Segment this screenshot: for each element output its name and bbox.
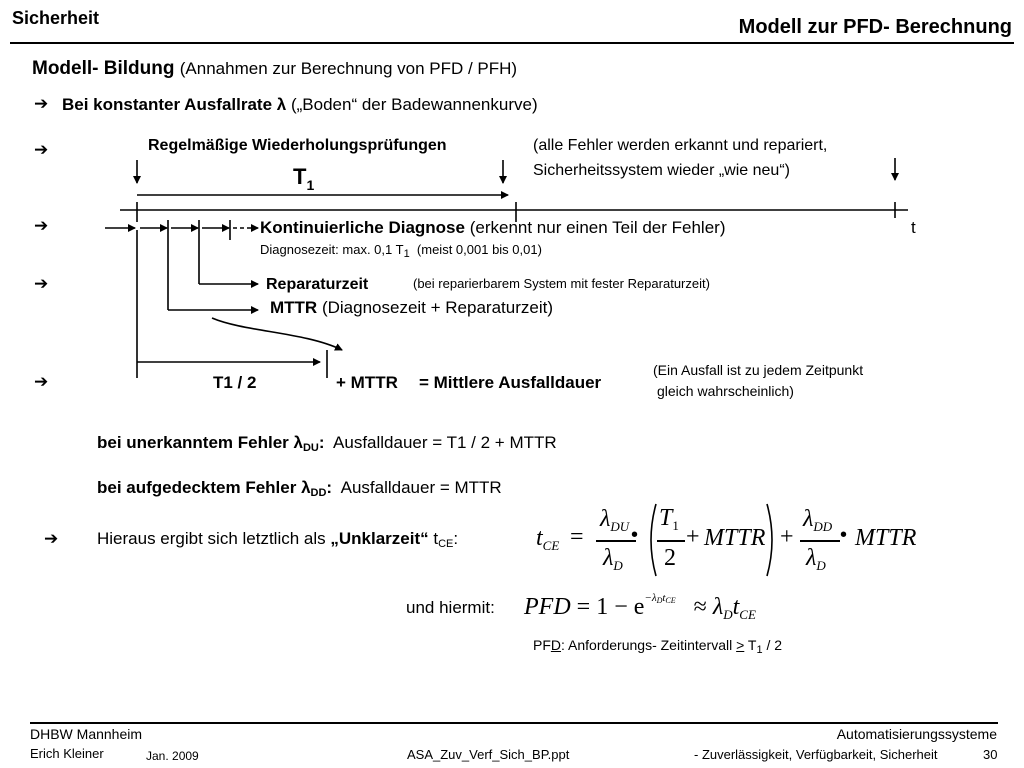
repair-time-note: (bei reparierbarem System mit fester Reparaturzeit) (413, 276, 710, 291)
mttr-term: MTTR (855, 525, 917, 551)
pfd-note-a: PF (533, 637, 551, 653)
footer-course: Automatisierungssysteme (836, 726, 997, 742)
diagnosis-time-a: Diagnosezeit: max. 0,1 T (260, 242, 404, 257)
half-period-label: T1 / 2 (213, 373, 257, 392)
frac3-num-lambda: λ (803, 506, 814, 532)
frac1-bar (596, 540, 636, 542)
bullet-arrow-icon: ➔ (34, 274, 49, 293)
slide-title: Modell zur PFD- Berechnung (738, 16, 1012, 38)
close-paren (765, 502, 777, 578)
pfd-note-d: D (550, 637, 562, 653)
dot-operator: • (631, 524, 639, 546)
undetected-failure-bold: bei unerkanntem Fehler λ (97, 433, 303, 452)
frac1-num-sub: DU (610, 519, 630, 534)
exp-d: D (656, 596, 663, 605)
regular-tests-note-2: Sicherheitssystem wieder „wie neu“) (533, 162, 790, 179)
bullet-arrow-icon: ➔ (34, 94, 49, 113)
pfd-note-sub: 1 (756, 644, 763, 656)
unclear-time-bold: „Unklarzeit“ (330, 529, 429, 548)
pfd-note-b: : Anforderungs- Zeitintervall (561, 637, 733, 653)
footer-rule (30, 722, 998, 724)
continuous-diagnosis-bold: Kontinuierliche Diagnose (260, 218, 465, 237)
frac2-num (659, 505, 679, 534)
footer-subtitle: - Zuverlässigkeit, Verfügbarkeit, Sicherheit (694, 747, 938, 762)
detected-failure-colon: : (326, 478, 333, 497)
approx-symbol: ≈ (693, 594, 707, 620)
mttr-line (270, 298, 553, 318)
rhs-t: t (732, 594, 740, 620)
diagnosis-time-sub: 1 (403, 248, 410, 260)
rhs-ce: CE (739, 607, 756, 622)
plus-operator: + (686, 524, 700, 550)
unclear-time-line (97, 529, 458, 550)
plus-mttr-label: + MTTR (336, 373, 398, 392)
diagnosis-time-b: (meist 0,001 bis 0,01) (416, 242, 542, 257)
t1-main: T (293, 164, 307, 189)
frac2-bar (657, 540, 685, 542)
undetected-failure-duration: Ausfalldauer = T1 / 2 + MTTR (333, 433, 557, 452)
unclear-time-text: Hieraus ergibt sich letztlich als (97, 529, 326, 548)
frac1-den-lambda: λ (603, 545, 614, 571)
mean-downtime-note-2: gleich wahrscheinlich) (657, 383, 794, 399)
unclear-time-sub: CE (438, 538, 454, 550)
dot-operator: • (840, 524, 848, 546)
continuous-diagnosis-note: (erkennt nur einen Teil der Fehler) (469, 218, 726, 237)
pfd-note-ge: > (736, 637, 745, 653)
unclear-time-colon: : (453, 529, 459, 548)
pfd-note (533, 637, 782, 656)
plus-operator: + (780, 524, 794, 550)
frac3-bar (800, 540, 840, 542)
footer-date: Jan. 2009 (146, 749, 199, 763)
bullet-arrow-icon: ➔ (34, 216, 49, 235)
model-heading-bold: Modell- Bildung (32, 58, 175, 79)
undetected-failure-sub: DU (302, 442, 319, 454)
diagnosis-time-detail (260, 242, 542, 260)
mttr-note: (Diagnosezeit + Reparaturzeit) (321, 298, 553, 317)
rhs-d: D (723, 607, 733, 622)
constant-failure-rate-note: („Boden“ der Badewannenkurve) (290, 95, 538, 114)
rhs-lambda: λ (712, 594, 724, 620)
repair-time-label: Reparaturzeit (266, 276, 369, 293)
exp-ce: CE (665, 596, 676, 605)
frac3-num (803, 506, 832, 535)
mean-downtime-label: = Mittlere Ausfalldauer (419, 373, 602, 392)
mean-downtime-note-1: (Ein Ausfall ist zu jedem Zeitpunkt (653, 362, 864, 378)
regular-tests-label: Regelmäßige Wiederholungsprüfungen (148, 137, 447, 154)
model-heading-note: (Annahmen zur Berechnung von PFD / PFH) (179, 59, 518, 78)
t1-sub: 1 (306, 177, 315, 193)
detected-failure-bold: bei aufgedecktem Fehler λ (97, 478, 311, 497)
detected-failure-duration: Ausfalldauer = MTTR (340, 478, 502, 497)
frac2-den: 2 (664, 545, 676, 571)
continuous-diagnosis-line (260, 218, 725, 238)
frac3-num-sub: DD (813, 519, 833, 534)
frac3-den-sub: D (816, 558, 826, 573)
pfd-note-t: T (744, 637, 757, 653)
exp-lambda: −λ (644, 592, 657, 604)
and-hereby-label: und hiermit: (406, 598, 495, 617)
frac1-den (603, 545, 623, 574)
detected-failure-line (97, 478, 502, 499)
frac2-t: T (659, 505, 673, 531)
section-title: Sicherheit (12, 8, 100, 28)
footer-file: ASA_Zuv_Verf_Sich_BP.ppt (407, 747, 570, 762)
pfd-lhs: PFD (524, 594, 571, 620)
tce-equals: = (570, 524, 584, 550)
pfd-formula (524, 592, 756, 623)
frac1-den-sub: D (613, 558, 623, 573)
pfd-note-c: / 2 (762, 637, 783, 653)
frac3-den-lambda: λ (806, 545, 817, 571)
page-number: 30 (983, 747, 998, 762)
constant-failure-rate-bold: Bei konstanter Ausfallrate λ (62, 95, 287, 114)
bullet-arrow-icon: ➔ (34, 140, 49, 159)
frac2-t-sub: 1 (672, 518, 679, 533)
pfd-eq: = 1 − e (576, 594, 645, 620)
undetected-failure-line (97, 433, 557, 454)
frac1-num-lambda: λ (600, 506, 611, 532)
pfd-rhs (713, 594, 756, 620)
tce-lhs (536, 525, 559, 554)
mttr-term: MTTR (704, 525, 766, 551)
bullet-arrow-icon: ➔ (34, 372, 49, 391)
regular-tests-note-1: (alle Fehler werden erkannt und repariert, (533, 137, 828, 154)
curved-arrow (212, 318, 342, 350)
tce-lhs-sub: CE (542, 538, 560, 553)
frac1-num (600, 506, 629, 535)
footer-author: Erich Kleiner (30, 746, 104, 761)
mttr-bold: MTTR (270, 298, 318, 317)
frac3-den (806, 545, 826, 574)
t1-label (293, 164, 314, 193)
footer-org: DHBW Mannheim (30, 726, 143, 742)
detected-failure-sub: DD (310, 487, 327, 499)
tce-lhs-t: t (536, 525, 543, 551)
bullet-arrow-icon: ➔ (44, 529, 59, 548)
pfd-exponent (644, 592, 675, 604)
exp-t: t (662, 592, 666, 604)
time-axis-label: t (911, 218, 916, 237)
unclear-time-tce: t (433, 529, 439, 548)
undetected-failure-colon: : (318, 433, 325, 452)
